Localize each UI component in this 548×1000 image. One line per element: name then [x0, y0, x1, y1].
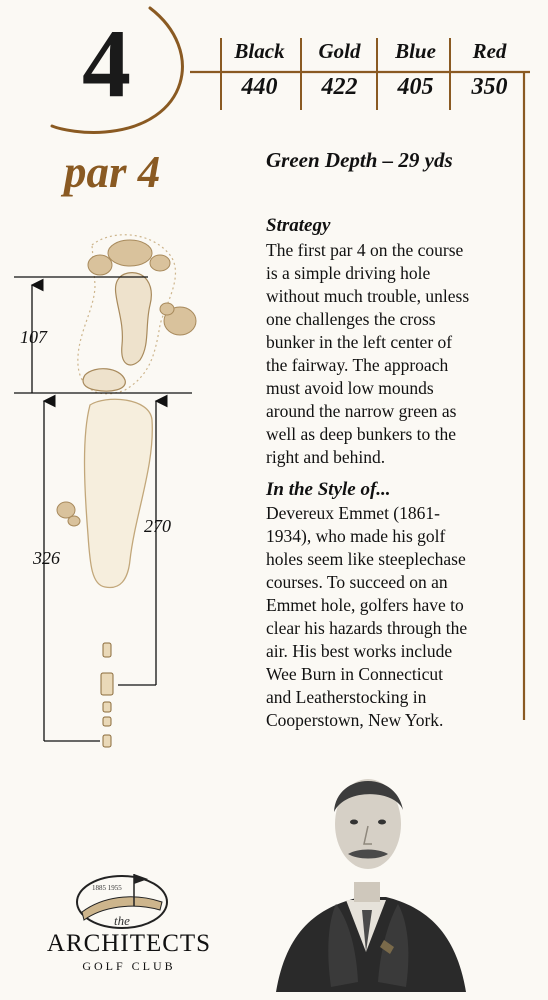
cross-bunker: [83, 369, 125, 391]
text-line: without much trouble, unless: [266, 286, 470, 306]
bunkers-behind: [88, 240, 170, 275]
logo-years: 1885 1955: [92, 884, 122, 892]
text-line: bunker in the left center of: [266, 332, 453, 352]
tee-yards: 350: [471, 74, 508, 100]
distance-270-label: 270: [144, 516, 171, 536]
logo-subtitle: GOLF CLUB: [82, 959, 176, 973]
tee-blue: [378, 38, 453, 102]
text-line: air. His best works include: [266, 641, 453, 661]
text-line: Cooperstown, New York.: [266, 710, 444, 730]
architect-portrait: [266, 742, 466, 992]
hole-diagram: [0, 215, 260, 760]
tee-name: Gold: [318, 39, 361, 63]
text-line: the fairway. The approach: [266, 355, 449, 375]
tee-name: Black: [234, 39, 285, 63]
strategy-heading: Strategy: [266, 215, 331, 236]
tee-boxes: [101, 643, 113, 747]
text-line: courses. To succeed on an: [266, 572, 448, 592]
style-of-text: [266, 502, 512, 732]
text-line: The first par 4 on the course: [266, 240, 464, 260]
tee-gold: [302, 38, 377, 102]
text-line: Emmet hole, golfers have to: [266, 595, 464, 615]
text-line: and Leatherstocking in: [266, 687, 427, 707]
tee-name: Blue: [395, 39, 436, 63]
text-line: clear his hazards through the: [266, 618, 468, 638]
green-depth: Green Depth – 29 yds: [266, 148, 453, 172]
text-line: must avoid low mounds: [266, 378, 434, 398]
par-label: par 4: [64, 147, 161, 197]
style-of-heading: In the Style of...: [266, 479, 391, 500]
text-line: 1934), who made his golf: [266, 526, 446, 546]
text-line: is a simple driving hole: [266, 263, 431, 283]
tee-red: [452, 38, 527, 102]
logo-the: the: [114, 913, 130, 928]
text-line: around the narrow green as: [266, 401, 457, 421]
tee-yards: 405: [397, 74, 434, 100]
tee-name: Red: [472, 39, 507, 63]
text-line: right and behind.: [266, 447, 386, 467]
text-line: holes seem like steeplechase: [266, 549, 466, 569]
distance-107-label: 107: [20, 327, 47, 347]
distance-326-label: 326: [33, 548, 60, 568]
hole-number: 4: [82, 10, 131, 118]
tee-black: [222, 38, 297, 102]
text-line: well as deep bunkers to the: [266, 424, 457, 444]
text-line: Wee Burn in Connecticut: [266, 664, 443, 684]
tee-yardage-table: [222, 38, 522, 110]
club-logo: [32, 862, 217, 982]
fairway: [85, 399, 153, 587]
fairway-bunker-left: [57, 502, 80, 526]
tee-yards: 422: [321, 74, 358, 100]
green: [116, 273, 152, 365]
strategy-text: [266, 239, 512, 469]
logo-name: ARCHITECTS: [46, 930, 212, 957]
text-line: Devereux Emmet (1861-: [266, 503, 440, 523]
tee-yards: 440: [241, 74, 278, 100]
text-line: one challenges the cross: [266, 309, 436, 329]
bunker-right: [160, 303, 196, 335]
